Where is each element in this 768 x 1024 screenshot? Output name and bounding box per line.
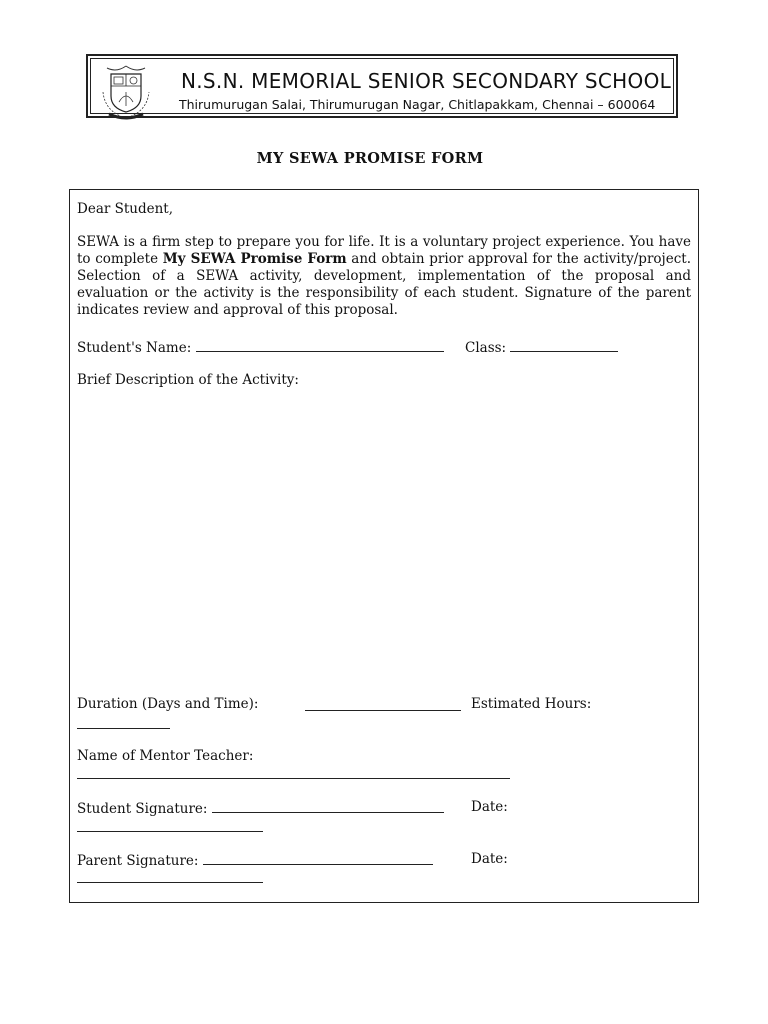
school-header-inner xyxy=(90,58,674,114)
duration-label: Duration (Days and Time): xyxy=(77,696,259,712)
parent-signature-row xyxy=(77,851,433,870)
estimated-hours-label: Estimated Hours: xyxy=(471,696,592,712)
class-label: Class: xyxy=(465,340,507,356)
intro-text-bold: My SEWA Promise Form xyxy=(162,251,347,267)
school-crest-icon xyxy=(95,62,157,122)
estimated-hours-field[interactable] xyxy=(77,728,170,729)
form-box xyxy=(69,189,699,903)
student-signature-label: Student Signature: xyxy=(77,801,208,817)
mentor-field[interactable] xyxy=(77,778,510,779)
intro-text-after: and obtain prior approval for the activity/project. Selection of a SEWA activity, development, implementation of the proposal and evaluation or the activity is the responsibility of each student. Signature of the parent indicates review and approval of this proposal. xyxy=(77,251,691,318)
parent-signature-field[interactable] xyxy=(203,851,433,865)
student-signature-field[interactable] xyxy=(212,799,444,813)
parent-date-label: Date: xyxy=(471,851,508,867)
greeting: Dear Student, xyxy=(77,201,174,217)
school-name: N.S.N. MEMORIAL SENIOR SECONDARY SCHOOL xyxy=(181,69,672,93)
student-date-field[interactable] xyxy=(77,831,263,832)
intro-text-before: SEWA is a firm step to prepare you for life. It is a voluntary project experience. You have to complete xyxy=(77,234,691,267)
student-signature-row xyxy=(77,799,444,818)
form-title: MY SEWA PROMISE FORM xyxy=(256,150,484,167)
student-name-label: Student's Name: xyxy=(77,340,192,356)
student-name-row xyxy=(77,338,444,357)
description-label: Brief Description of the Activity: xyxy=(77,372,299,388)
duration-field[interactable] xyxy=(305,710,461,711)
student-date-label: Date: xyxy=(471,799,508,815)
class-row xyxy=(465,338,618,357)
student-name-field[interactable] xyxy=(196,338,444,352)
intro-paragraph xyxy=(77,234,691,319)
parent-date-field[interactable] xyxy=(77,882,263,883)
class-field[interactable] xyxy=(510,338,618,352)
school-address: Thirumurugan Salai, Thirumurugan Nagar, Chitlapakkam, Chennai – 600064 xyxy=(179,97,656,112)
school-header xyxy=(86,54,678,118)
description-area[interactable] xyxy=(77,395,691,685)
mentor-label: Name of Mentor Teacher: xyxy=(77,748,254,764)
parent-signature-label: Parent Signature: xyxy=(77,853,199,869)
